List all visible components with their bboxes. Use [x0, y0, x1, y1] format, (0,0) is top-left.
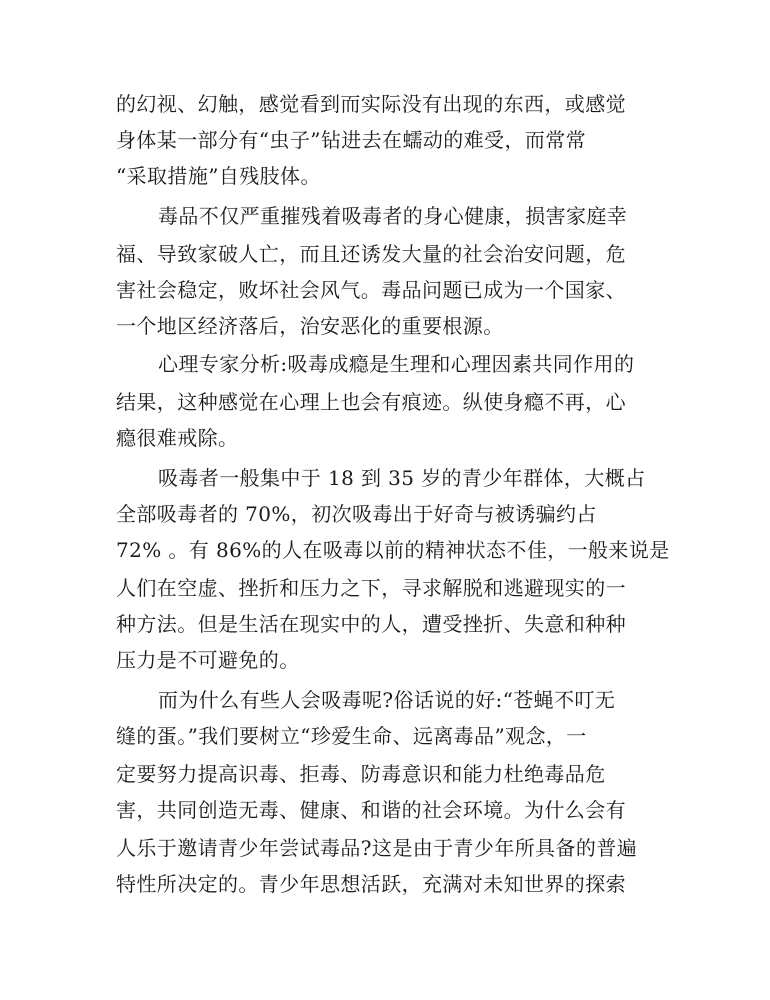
paragraph-first-line: 吸毒者一般集中于 18 到 35 岁的青少年群体，大概占	[158, 466, 646, 490]
text-line: 缝的蛋。”我们要树立“珍爱生命、远离毒品”观念，一	[116, 724, 587, 748]
text-line: 全部吸毒者的 70%，初次吸毒出于好奇与被诱骗约占	[116, 502, 597, 526]
text-line: 种方法。但是生活在现实中的人，遭受挫折、失意和种种	[116, 612, 626, 636]
text-line: 定要努力提高识毒、拒毒、防毒意识和能力杜绝毒品危	[116, 762, 606, 786]
text-line: 结果，这种感觉在心理上也会有痕迹。纵使身瘾不再，心	[116, 390, 626, 414]
paragraph-first-line: 毒品不仅严重摧残着吸毒者的身心健康，损害家庭幸	[158, 204, 628, 228]
text-line: 的幻视、幻触，感觉看到而实际没有出现的东西，或感觉	[116, 92, 626, 116]
text-line: “采取措施”自残肢体。	[116, 164, 321, 188]
text-line: 人乐于邀请青少年尝试毒品?这是由于青少年所具备的普遍	[116, 836, 638, 860]
text-line: 特性所决定的。青少年思想活跃，充满对未知世界的探索	[116, 872, 626, 896]
paragraph-first-line: 而为什么有些人会吸毒呢?俗话说的好:“苍蝇不叮无	[158, 688, 616, 712]
text-line: 72% 。有 86%的人在吸毒以前的精神状态不佳，一般来说是	[116, 538, 670, 562]
text-line: 害，共同创造无毒、健康、和谐的社会环境。为什么会有	[116, 798, 626, 822]
text-line: 福、导致家破人亡，而且还诱发大量的社会治安问题，危	[116, 242, 626, 266]
text-line: 身体某一部分有“虫子”钻进去在蠕动的难受，而常常	[116, 128, 587, 152]
text-line: 瘾很难戒除。	[116, 426, 239, 450]
text-line: 害社会稳定，败坏社会风气。毒品问题已成为一个国家、	[116, 278, 626, 302]
text-line: 一个地区经济落后，治安恶化的重要根源。	[116, 314, 504, 338]
paragraph-first-line: 心理专家分析:吸毒成瘾是生理和心理因素共同作用的	[158, 352, 635, 376]
text-line: 压力是不可避免的。	[116, 648, 300, 672]
text-line: 人们在空虚、挫折和压力之下，寻求解脱和逃避现实的一	[116, 576, 626, 600]
